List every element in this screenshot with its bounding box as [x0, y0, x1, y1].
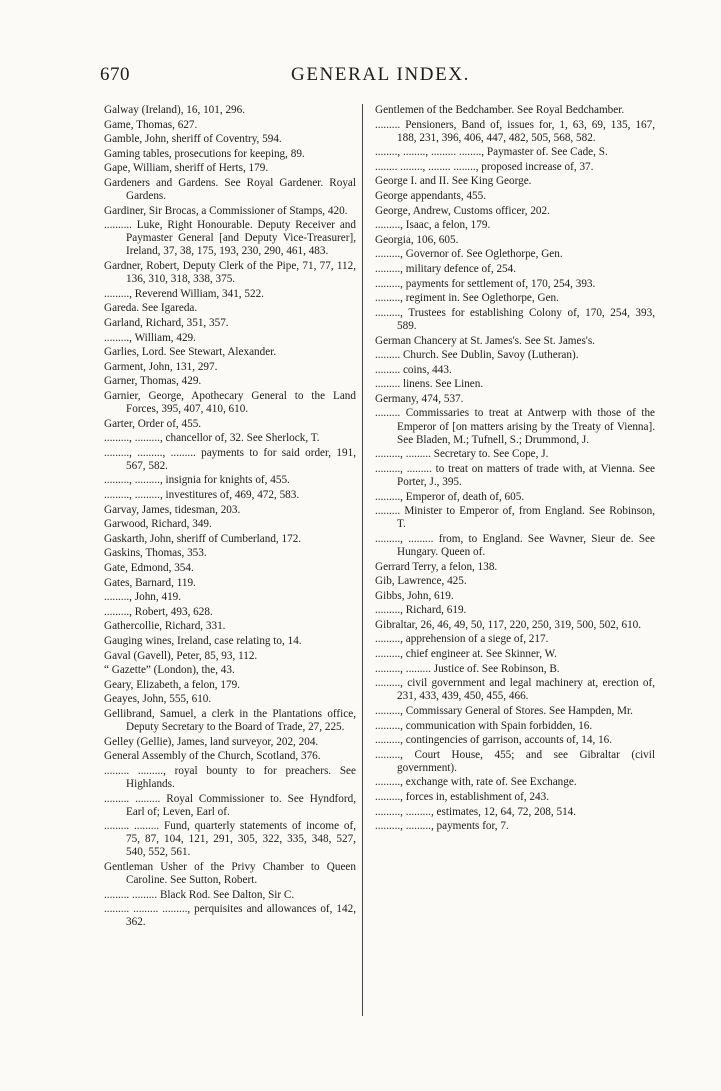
index-entry: ........ ........, ........ ........, proposed increase of, 37.	[375, 160, 594, 173]
index-entry: George, Andrew, Customs officer, 202.	[375, 204, 550, 217]
index-entry: ........., Reverend William, 341, 522.	[104, 287, 264, 300]
index-entry: Geayes, John, 555, 610.	[104, 693, 212, 706]
index-entry: ........, ........, ......... ........, Paymaster of. See Cade, S.	[375, 146, 608, 159]
index-entry: Gauging wines, Ireland, case relating to, 14.	[104, 634, 302, 647]
index-entry: Gaval (Gavell), Peter, 85, 93, 112.	[104, 649, 258, 662]
index-entry: Garwood, Richard, 349.	[104, 518, 212, 531]
index-entry: ........., contingencies of garrison, accounts of, 14, 16.	[375, 734, 613, 747]
index-entry: Garland, Richard, 351, 357.	[104, 316, 229, 329]
index-entry: Galway (Ireland), 16, 101, 296.	[104, 104, 246, 116]
index-entry: ......... ......... Black Rod. See Dalton, Sir C.	[104, 888, 295, 901]
index-entry: ........., payments for settlement of, 170, 254, 393.	[375, 277, 596, 290]
index-entry: ........., Governor of. See Oglethorpe, Gen.	[375, 248, 563, 261]
index-entry: “ Gazette” (London), the, 43.	[104, 664, 235, 677]
index-entry: ........., ......... from, to England. See Wavner, Sieur de. See Hungary. Queen of.	[375, 532, 658, 558]
index-entry: ........., communication with Spain forbidden, 16.	[375, 719, 593, 732]
index-entry: ......... ......... ........., perquisites and allowances of, 142, 362.	[104, 903, 359, 929]
index-entry: ........., ........., chancellor of, 32. See Sherlock, T.	[104, 432, 320, 445]
index-entry: ........., military defence of, 254.	[375, 263, 517, 276]
index-entry: ......... ......... Royal Commissioner to. See Hyndford, Earl of; Leven, Earl of.	[104, 792, 359, 818]
index-entry: Garlies, Lord. See Stewart, Alexander.	[104, 346, 277, 359]
index-entry: .......... Luke, Right Honourable. Deputy Receiver and Paymaster General [and Deputy Vice-Treasurer], Ireland, 37, 38, 175, 193, 230, 290, 461, 483.	[104, 219, 359, 258]
index-entry: ........., ........., investitures of, 469, 472, 583.	[104, 489, 300, 502]
index-entry: Gelley (Gellie), James, land surveyor, 202, 204.	[104, 735, 319, 748]
index-entry: Gathercollie, Richard, 331.	[104, 620, 226, 633]
index-entry: Gaskins, Thomas, 353.	[104, 547, 207, 560]
index-entry: ........., exchange with, rate of. See Exchange.	[375, 776, 577, 789]
index-entry: Garvay, James, tidesman, 203.	[104, 503, 241, 516]
index-entry: George appendants, 455.	[375, 190, 487, 203]
index-entry: ........., forces in, establishment of, 243.	[375, 791, 549, 803]
index-entry: ........., ........., insignia for knights of, 455.	[104, 474, 290, 487]
index-entry: ......... Commissaries to treat at Antwerp with those of the Emperor of [on matters arising by the Treaty of Vienna]. See Bladen, M.; Tufnell, S.; Drummond, J.	[375, 407, 658, 446]
index-entry: ........., Trustees for establishing Colony of, 170, 254, 393, 589.	[375, 306, 658, 332]
index-entry: ......... coins, 443.	[375, 363, 452, 376]
index-entry: ......... Pensioners, Band of, issues for, 1, 63, 69, 135, 167, 188, 231, 396, 406, 447, 482, 505, 568, 582.	[375, 118, 658, 144]
index-entry: Garter, Order of, 455.	[104, 417, 202, 430]
index-entry: ......... Minister to Emperor of, from England. See Robinson, T.	[375, 505, 658, 531]
column-divider	[362, 104, 363, 1016]
index-entry: German Chancery at St. James's. See St. James's.	[375, 334, 595, 347]
index-entry: General Assembly of the Church, Scotland, 376.	[104, 750, 321, 763]
index-entry: Gape, William, sheriff of Herts, 179.	[104, 162, 269, 175]
index-entry: ........., William, 429.	[104, 331, 196, 344]
index-entry: Gareda. See Igareda.	[104, 302, 198, 315]
index-entry: ......... linens. See Linen.	[375, 378, 484, 391]
index-entry: ........., ........., estimates, 12, 64, 72, 208, 514.	[375, 805, 577, 818]
right-column	[375, 104, 658, 835]
index-entry: ........., Commissary General of Stores. See Hampden, Mr.	[375, 704, 633, 717]
left-column	[104, 104, 359, 931]
index-entry: Gaming tables, prosecutions for keeping, 89.	[104, 147, 305, 160]
index-entry: ........., ......... to treat on matters of trade with, at Vienna. See Porter, J., 395.	[375, 462, 658, 488]
index-entry: ........., ........., ......... payments to for said order, 191, 567, 582.	[104, 446, 359, 472]
index-entry: Geary, Elizabeth, a felon, 179.	[104, 678, 240, 691]
index-entry: ........., chief engineer at. See Skinner, W.	[375, 648, 557, 661]
index-entry: Gerrard Terry, a felon, 138.	[375, 560, 498, 573]
index-entry: ........., civil government and legal machinery at, erection of, 231, 433, 439, 450, 455, 466.	[375, 677, 658, 703]
index-entry: ........., ......... Justice of. See Robinson, B.	[375, 662, 560, 675]
index-entry: ......... Church. See Dublin, Savoy (Lutheran).	[375, 349, 579, 362]
index-entry: Georgia, 106, 605.	[375, 233, 459, 246]
index-entry: Gentlemen of the Bedchamber. See Royal Bedchamber.	[375, 104, 625, 116]
index-entry: Germany, 474, 537.	[375, 392, 464, 405]
index-entry: George I. and II. See King George.	[375, 175, 532, 188]
index-entry: Gellibrand, Samuel, a clerk in the Plantations office, Deputy Secretary to the Board of Trade, 27, 225.	[104, 707, 359, 734]
index-entry: Gamble, John, sheriff of Coventry, 594.	[104, 133, 282, 146]
index-entry: ........., regiment in. See Oglethorpe, Gen.	[375, 292, 559, 305]
index-entry: Gates, Barnard, 119.	[104, 576, 196, 589]
index-entry: Gardeners and Gardens. See Royal Gardener. Royal Gardens.	[104, 176, 359, 203]
index-entry: ......... ......... Fund, quarterly statements of income of, 75, 87, 104, 121, 291, 305, 322, 335, 348, 527, 540, 552, 561.	[104, 820, 359, 859]
page-header	[100, 64, 661, 94]
index-entry: ........., Robert, 493, 628.	[104, 605, 213, 618]
index-entry: Gardner, Robert, Deputy Clerk of the Pipe, 71, 77, 112, 136, 310, 318, 338, 375.	[104, 260, 359, 286]
index-entry: Gate, Edmond, 354.	[104, 562, 194, 574]
index-entry: Gibraltar, 26, 46, 49, 50, 117, 220, 250, 319, 500, 502, 610.	[375, 618, 642, 631]
running-title: GENERAL INDEX.	[291, 64, 470, 85]
page-number: 670	[100, 64, 130, 85]
index-entry: Gibbs, John, 619.	[375, 589, 454, 602]
index-entry: ........., ......... Secretary to. See Cope, J.	[375, 448, 549, 461]
index-entry: ........., ........., payments for, 7.	[375, 820, 509, 833]
index-entry: ........., Emperor of, death of, 605.	[375, 490, 525, 503]
index-entry: ........., Richard, 619.	[375, 604, 467, 617]
index-entry: ........., Isaac, a felon, 179.	[375, 219, 491, 232]
index-entry: Garner, Thomas, 429.	[104, 375, 202, 388]
index-entry: ......... ........., royal bounty to for preachers. See Highlands.	[104, 764, 359, 790]
index-entry: Garment, John, 131, 297.	[104, 360, 218, 373]
index-entry: ........., apprehension of a siege of, 217.	[375, 633, 549, 646]
index-entry: ........., John, 419.	[104, 591, 182, 604]
index-entry: ........., Court House, 455; and see Gibraltar (civil government).	[375, 748, 658, 774]
index-entry: Gardiner, Sir Brocas, a Commissioner of Stamps, 420.	[104, 204, 348, 217]
index-entry: Game, Thomas, 627.	[104, 118, 198, 131]
index-entry: Gaskarth, John, sheriff of Cumberland, 172.	[104, 532, 302, 545]
index-entry: Gib, Lawrence, 425.	[375, 575, 467, 588]
index-entry: Garnier, George, Apothecary General to the Land Forces, 395, 407, 410, 610.	[104, 389, 359, 415]
index-entry: Gentleman Usher of the Privy Chamber to Queen Caroline. See Sutton, Robert.	[104, 860, 359, 887]
